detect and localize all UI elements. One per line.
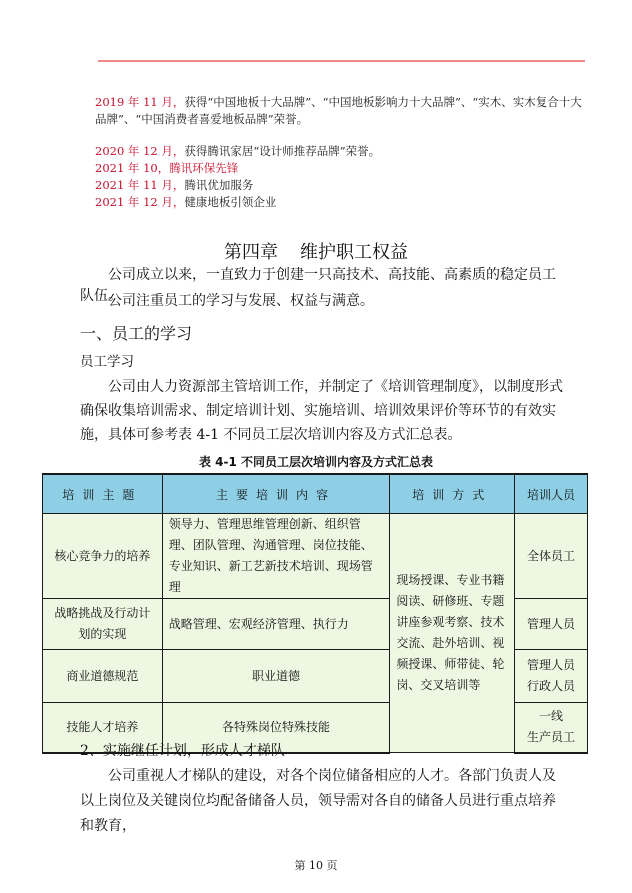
column-header: 培训主题 bbox=[43, 474, 163, 514]
topic-cell: 战略挑战及行动计划的实现 bbox=[43, 599, 163, 650]
honor-item: 2019 年 11 月，获得“中国地板十大品牌”、“中国地板影响力十大品牌”、“实木、实木复合十大品牌”、“中国消费者喜爱地板品牌”荣誉。 bbox=[95, 95, 582, 126]
honor-item: 2020 年 12 月，获得腾讯家居“设计师推荐品牌”荣誉。 bbox=[95, 144, 381, 158]
honor-item: 2021 年 12 月，健康地板引领企业 bbox=[95, 195, 277, 209]
intro-paragraph: 公司注重员工的学习与发展、权益与满意。 bbox=[108, 293, 374, 309]
intro-paragraph: 公司成立以来，一直致力于创建一只高技术、高技能、高素质的稳定员工队伍。 bbox=[80, 267, 556, 304]
content-cell: 职业道德 bbox=[162, 650, 390, 703]
topic-cell: 商业道德规范 bbox=[43, 650, 163, 703]
people-cell: 全体员工 bbox=[515, 514, 588, 599]
people-cell: 一线 生产员工 bbox=[515, 703, 588, 753]
table-header-row bbox=[43, 474, 588, 514]
topic-cell: 技能人才培养 bbox=[43, 703, 163, 753]
honor-item: 2021 年 11 月，腾讯优加服务 bbox=[95, 178, 254, 192]
body-paragraph: 公司重视人才梯队的建设，对各个岗位储备相应的人才。各部门负责人及以上岗位及关键岗位均配备储备人员，领导需对各自的储备人员进行重点培养和教育， bbox=[80, 768, 556, 834]
section-heading: 一、员工的学习 bbox=[80, 324, 193, 343]
content-cell: 各特殊岗位特殊技能 bbox=[162, 703, 390, 753]
top-rule bbox=[98, 60, 585, 62]
topic-cell: 核心竞争力的培养 bbox=[43, 514, 163, 599]
training-table bbox=[42, 473, 588, 754]
people-cell: 管理人员 行政人员 bbox=[515, 650, 588, 703]
subsection-heading: 2、实施继任计划，形成人才梯队 bbox=[80, 743, 285, 759]
chapter-heading bbox=[0, 238, 632, 264]
chapter-number: 第四章 bbox=[224, 242, 278, 263]
people-cell: 管理人员 bbox=[515, 599, 588, 650]
content-cell: 领导力、管理思维管理创新、组织管理、团队管理、沟通管理、岗位技能、专业知识、新工艺新技术培训、现场管理 bbox=[162, 514, 390, 599]
table-caption: 表 4-1 不同员工层次培训内容及方式汇总表 bbox=[198, 455, 434, 469]
honor-item: 2021 年 10，腾讯环保先锋 bbox=[95, 161, 239, 175]
table-row bbox=[43, 514, 588, 599]
chapter-title: 维护职工权益 bbox=[300, 242, 408, 263]
subsection-heading: 员工学习 bbox=[80, 354, 134, 370]
column-header: 培训方式 bbox=[390, 474, 515, 514]
column-header: 主要培训内容 bbox=[162, 474, 390, 514]
page-number: 第 10 页 bbox=[294, 859, 338, 872]
body-paragraph: 公司由人力资源部主管培训工作，并制定了《培训管理制度》，以制度形式确保收集培训需求、制定培训计划、实施培训、培训效果评价等环节的有效实施，具体可参考表 4-1 不同员工层次培训内容及方式汇总表。 bbox=[80, 379, 563, 443]
method-cell: 现场授课、专业书籍阅读、研修班、专题讲座参观考察、技术交流、赴外培训、视频授课、师带徒、轮岗、交叉培训等 bbox=[390, 514, 515, 753]
column-header: 培训人员 bbox=[515, 474, 588, 514]
content-cell: 战略管理、宏观经济管理、执行力 bbox=[162, 599, 390, 650]
honors-list bbox=[95, 94, 583, 211]
